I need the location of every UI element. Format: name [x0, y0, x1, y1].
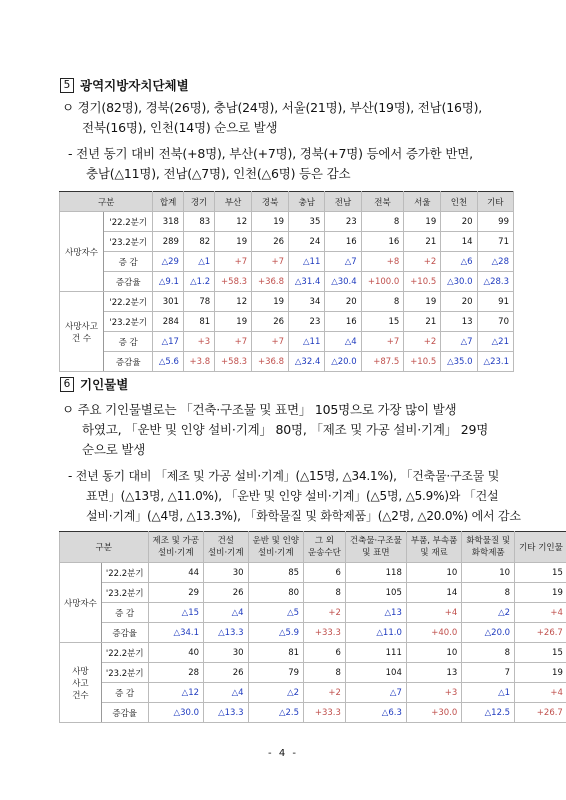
table-cell: 28: [148, 663, 203, 683]
table-cell: 8: [462, 583, 515, 603]
table-cell: 15: [515, 563, 566, 583]
table-cell: 24: [289, 232, 325, 252]
row-label: 증감율: [104, 352, 153, 372]
table-cell: 19: [252, 212, 289, 232]
table-cell: 16: [325, 312, 361, 332]
table-cell: 83: [183, 212, 214, 232]
table-row: [60, 703, 566, 723]
table-cell: +10.5: [404, 272, 441, 292]
table-header-row: [60, 532, 566, 563]
table-cell: +7: [361, 332, 404, 352]
table-header-row: [60, 192, 514, 212]
table-row: [60, 563, 566, 583]
table-row: [60, 663, 566, 683]
table-cell: 6: [304, 563, 346, 583]
table-cell: 19: [215, 232, 252, 252]
table-cell: 91: [477, 292, 513, 312]
table-cell: 19: [404, 292, 441, 312]
row-label: 증 감: [101, 603, 148, 623]
paragraph-line: - 전년 동기 대비 전북(+8명), 부산(+7명), 경북(+7명) 등에서 증가한 반면,: [68, 146, 473, 161]
table-cell: 30: [204, 563, 249, 583]
column-header: [304, 532, 346, 563]
row-label: '22.2분기: [104, 212, 153, 232]
column-header: 구분: [60, 192, 153, 212]
table-cell: △28: [477, 252, 513, 272]
table-cell: △5: [248, 603, 303, 623]
section-title: 기인물별: [80, 377, 129, 392]
table-cell: 19: [404, 212, 441, 232]
table-cell: +3: [183, 332, 214, 352]
header-line: 운반 및 인양: [252, 536, 300, 546]
table-cell: △21: [477, 332, 513, 352]
table-row: [60, 683, 566, 703]
table-cell: △4: [204, 603, 249, 623]
table-cell: 15: [515, 643, 566, 663]
section-number: 5: [60, 78, 74, 93]
column-header: 부산: [215, 192, 252, 212]
table-cell: 85: [248, 563, 303, 583]
row-label: '22.2분기: [101, 563, 148, 583]
table-cell: △2: [462, 603, 515, 623]
table-cell: △1.2: [183, 272, 214, 292]
header-line: 화학제품: [471, 548, 505, 558]
column-header: [248, 532, 303, 563]
header-line: 화학물질 및: [466, 536, 511, 546]
region-table: [59, 191, 514, 372]
table-cell: +36.8: [252, 272, 289, 292]
row-label: 증감율: [101, 623, 148, 643]
table-cell: 289: [153, 232, 184, 252]
row-label: 증감율: [101, 703, 148, 723]
paragraph-line: 순으로 발생: [82, 442, 146, 457]
table-cell: 23: [325, 212, 361, 232]
table-cell: 284: [153, 312, 184, 332]
table-cell: 16: [325, 232, 361, 252]
table-cell: 13: [406, 663, 461, 683]
table-cell: 19: [215, 312, 252, 332]
header-line: 및 표면: [362, 548, 390, 558]
table-cell: 6: [304, 643, 346, 663]
table-cell: △4: [204, 683, 249, 703]
table-cell: △6: [441, 252, 477, 272]
table-cell: 21: [404, 232, 441, 252]
column-header: [406, 532, 461, 563]
table-cell: +7: [215, 332, 252, 352]
table-cell: △7: [325, 252, 361, 272]
column-header: 경북: [252, 192, 289, 212]
table-cell: △12: [148, 683, 203, 703]
paragraph-line: 설비·기계」(△4명, △13.3%), 「화학물질 및 화학제품」(△2명, △20.0%) 에서 감소: [86, 509, 521, 523]
table-cell: 10: [406, 563, 461, 583]
table-cell: 8: [304, 663, 346, 683]
paragraph-line: ㅇ 경기(82명), 경북(26명), 충남(24명), 서울(21명), 부산(19명), 전남(16명),: [62, 100, 483, 115]
table-cell: △2: [248, 683, 303, 703]
table-cell: 301: [153, 292, 184, 312]
table-cell: 118: [345, 563, 406, 583]
table-cell: 26: [204, 663, 249, 683]
table-cell: △7: [441, 332, 477, 352]
table-cell: 15: [361, 312, 404, 332]
table-cell: 40: [148, 643, 203, 663]
header-line: 및 재료: [420, 548, 448, 558]
table-cell: △15: [148, 603, 203, 623]
table-cell: 34: [289, 292, 325, 312]
table-cell: 8: [304, 583, 346, 603]
header-line: 그 외: [314, 536, 335, 546]
header-line: 운송수단: [308, 548, 341, 558]
table-cell: △4: [325, 332, 361, 352]
table-cell: △20.0: [325, 352, 361, 372]
table-cell: +8: [361, 252, 404, 272]
table-cell: +3: [406, 683, 461, 703]
row-label: '23.2분기: [101, 583, 148, 603]
table-cell: 105: [345, 583, 406, 603]
table-cell: 29: [148, 583, 203, 603]
table-cell: 26: [252, 232, 289, 252]
group-label-accidents: [60, 292, 104, 372]
table-cell: △7: [345, 683, 406, 703]
section-6-heading: [60, 375, 128, 393]
header-line: 설비·기계: [258, 548, 294, 558]
paragraph-line: - 전년 동기 대비 「제조 및 가공 설비·기계」(△15명, △34.1%), 「건축물·구조물 및: [68, 469, 500, 483]
table-cell: +3.8: [183, 352, 214, 372]
table-cell: +40.0: [406, 623, 461, 643]
paragraph-line: ㅇ 주요 기인물별로는 「건축·구조물 및 표면」 105명으로 가장 많이 발생: [62, 402, 457, 417]
table-cell: 81: [248, 643, 303, 663]
table-row: [60, 292, 514, 312]
column-header: 전남: [325, 192, 361, 212]
column-header: 인천: [441, 192, 477, 212]
table-cell: 8: [462, 643, 515, 663]
group-label-line: 건 수: [71, 333, 92, 344]
table-cell: △11: [289, 332, 325, 352]
table-cell: 12: [215, 212, 252, 232]
table-row: [60, 212, 514, 232]
table-cell: △30.0: [148, 703, 203, 723]
table-cell: 79: [248, 663, 303, 683]
table-cell: 78: [183, 292, 214, 312]
group-label-line: 사망사고: [65, 321, 98, 332]
row-label: '23.2분기: [104, 232, 153, 252]
table-cell: △34.1: [148, 623, 203, 643]
table-cell: 20: [325, 292, 361, 312]
table-cell: 70: [477, 312, 513, 332]
table-cell: △35.0: [441, 352, 477, 372]
table-cell: 16: [361, 232, 404, 252]
table-cell: +26.7: [515, 703, 566, 723]
table-cell: +7: [215, 252, 252, 272]
column-header: [148, 532, 203, 563]
table-cell: +2: [304, 683, 346, 703]
column-header: [345, 532, 406, 563]
row-label: '23.2분기: [101, 663, 148, 683]
row-label: '22.2분기: [101, 643, 148, 663]
table-row: [60, 643, 566, 663]
table-row: [60, 603, 566, 623]
table-cell: △30.4: [325, 272, 361, 292]
header-line: 건설: [217, 536, 234, 546]
table-row: [60, 312, 514, 332]
table-row: [60, 352, 514, 372]
row-label: '23.2분기: [104, 312, 153, 332]
column-header: 구분: [60, 532, 149, 563]
table-cell: +87.5: [361, 352, 404, 372]
row-label: 증 감: [104, 332, 153, 352]
table-cell: +4: [515, 683, 566, 703]
table-cell: +10.5: [404, 352, 441, 372]
table-cell: △11: [289, 252, 325, 272]
column-header: 합계: [153, 192, 184, 212]
table-row: [60, 232, 514, 252]
table-cell: 10: [462, 563, 515, 583]
row-label: 증감율: [104, 272, 153, 292]
table-cell: △29: [153, 252, 184, 272]
table-cell: +4: [515, 603, 566, 623]
table-cell: △13.3: [204, 703, 249, 723]
table-row: [60, 332, 514, 352]
table-cell: △31.4: [289, 272, 325, 292]
table-cell: 13: [441, 312, 477, 332]
table-cell: 20: [441, 292, 477, 312]
table-cell: +58.3: [215, 352, 252, 372]
section-title: 광역지방자치단체별: [80, 78, 189, 93]
table-cell: 8: [361, 212, 404, 232]
header-line: 제조 및 가공: [152, 536, 200, 546]
group-label-deaths: 사망자수: [60, 212, 104, 292]
header-line: 설비·기계: [208, 548, 244, 558]
table-cell: 99: [477, 212, 513, 232]
paragraph-line: 충남(△11명), 전남(△7명), 인천(△6명) 등은 감소: [86, 166, 351, 181]
group-label-line: 건수: [72, 690, 89, 701]
table-row: [60, 252, 514, 272]
table-cell: △23.1: [477, 352, 513, 372]
column-header: [462, 532, 515, 563]
table-cell: 44: [148, 563, 203, 583]
table-cell: 71: [477, 232, 513, 252]
table-cell: +58.3: [215, 272, 252, 292]
table-row: [60, 272, 514, 292]
table-cell: △13: [345, 603, 406, 623]
table-cell: +2: [304, 603, 346, 623]
table-cell: 104: [345, 663, 406, 683]
table-cell: △5.6: [153, 352, 184, 372]
table-cell: △32.4: [289, 352, 325, 372]
table-cell: 81: [183, 312, 214, 332]
table-cell: 8: [361, 292, 404, 312]
section-5-heading: [60, 76, 189, 94]
header-line: 설비·기계: [158, 548, 194, 558]
table-cell: 19: [515, 663, 566, 683]
table-cell: △17: [153, 332, 184, 352]
table-cell: +30.0: [406, 703, 461, 723]
table-cell: 19: [515, 583, 566, 603]
header-line: 건축물·구조물: [349, 536, 402, 546]
table-cell: △1: [462, 683, 515, 703]
table-cell: 10: [406, 643, 461, 663]
table-cell: 23: [289, 312, 325, 332]
column-header: 전북: [361, 192, 404, 212]
table-row: [60, 583, 566, 603]
table-cell: 35: [289, 212, 325, 232]
page-number: - 4 -: [268, 748, 298, 759]
table-cell: 80: [248, 583, 303, 603]
column-header: 충남: [289, 192, 325, 212]
table-cell: 14: [406, 583, 461, 603]
column-header: [204, 532, 249, 563]
table-cell: 7: [462, 663, 515, 683]
table-cell: 111: [345, 643, 406, 663]
paragraph-line: 전북(16명), 인천(14명) 순으로 발생: [82, 120, 278, 135]
table-cell: +4: [406, 603, 461, 623]
column-header: 경기: [183, 192, 214, 212]
table-cell: 26: [252, 312, 289, 332]
table-cell: +2: [404, 332, 441, 352]
column-header: 기타 기인물: [515, 532, 566, 563]
table-cell: +26.7: [515, 623, 566, 643]
row-label: 증 감: [101, 683, 148, 703]
group-label-line: 사고: [72, 678, 89, 689]
table-cell: △30.0: [441, 272, 477, 292]
table-cell: 14: [441, 232, 477, 252]
table-cell: △6.3: [345, 703, 406, 723]
table-cell: △9.1: [153, 272, 184, 292]
table-cell: △2.5: [248, 703, 303, 723]
cause-table: [59, 531, 566, 723]
column-header: 서울: [404, 192, 441, 212]
table-cell: 19: [252, 292, 289, 312]
table-cell: +100.0: [361, 272, 404, 292]
table-cell: +7: [252, 252, 289, 272]
table-row: [60, 623, 566, 643]
column-header: 기타: [477, 192, 513, 212]
table-cell: △20.0: [462, 623, 515, 643]
table-cell: △12.5: [462, 703, 515, 723]
table-cell: +33.3: [304, 703, 346, 723]
table-cell: 30: [204, 643, 249, 663]
row-label: '22.2분기: [104, 292, 153, 312]
group-label-deaths: 사망자수: [60, 563, 102, 643]
group-label-line: 사망: [72, 666, 89, 677]
section-number: 6: [60, 377, 74, 392]
table-cell: △13.3: [204, 623, 249, 643]
table-cell: △11.0: [345, 623, 406, 643]
paragraph-line: 표면」(△13명, △11.0%), 「운반 및 인양 설비·기계」(△5명, △5.9%)와 「건설: [86, 489, 499, 503]
table-cell: 12: [215, 292, 252, 312]
table-cell: △5.9: [248, 623, 303, 643]
table-cell: △1: [183, 252, 214, 272]
table-cell: 20: [441, 212, 477, 232]
table-cell: 82: [183, 232, 214, 252]
table-cell: 26: [204, 583, 249, 603]
table-cell: +2: [404, 252, 441, 272]
table-cell: 318: [153, 212, 184, 232]
table-cell: +7: [252, 332, 289, 352]
row-label: 증 감: [104, 252, 153, 272]
header-line: 부품, 부속품: [410, 536, 458, 546]
table-cell: 21: [404, 312, 441, 332]
table-cell: △28.3: [477, 272, 513, 292]
paragraph-line: 하였고, 「운반 및 인양 설비·기계」 80명, 「제조 및 가공 설비·기계」 29명: [82, 422, 489, 437]
group-label-accidents: [60, 643, 102, 723]
table-cell: +36.8: [252, 352, 289, 372]
table-cell: +33.3: [304, 623, 346, 643]
